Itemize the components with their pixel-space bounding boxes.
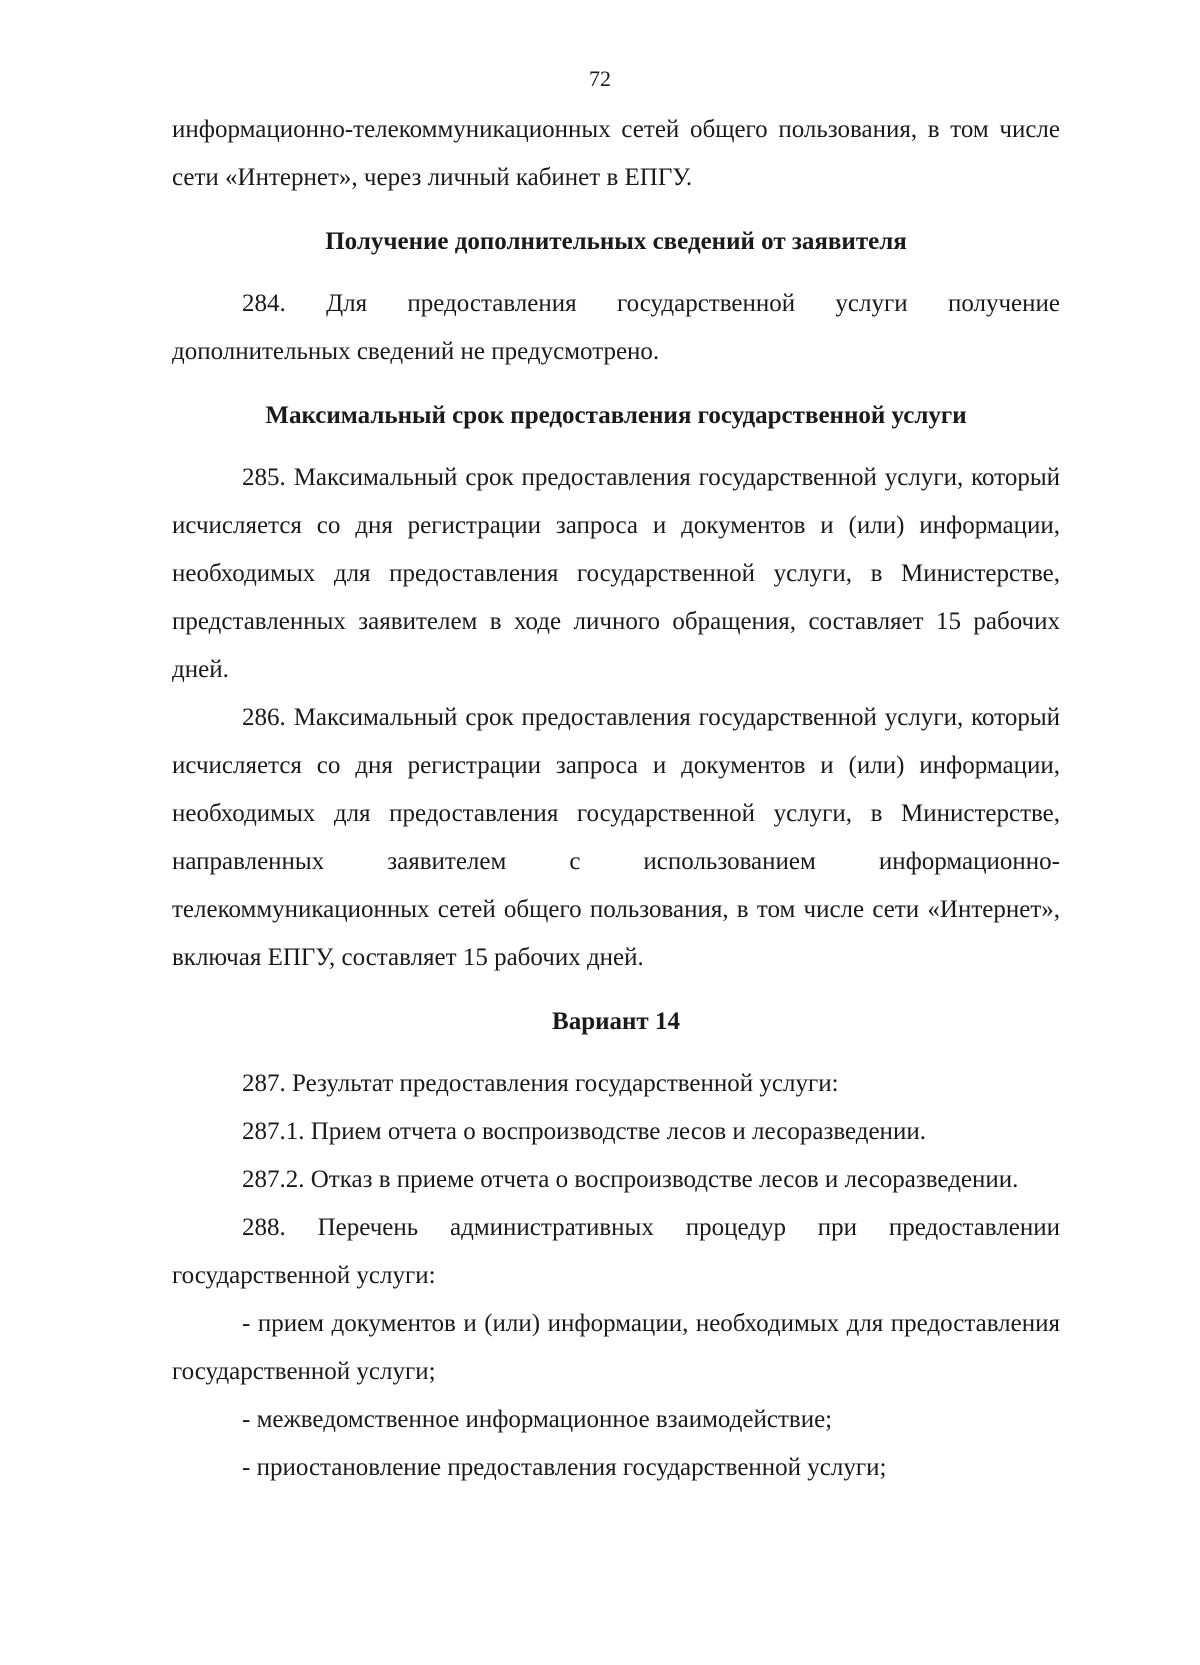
paragraph-284: 284. Для предоставления государственной услуги получение дополнительных сведений не предусмотрено. xyxy=(172,290,1060,365)
paragraph-287-2: 287.2. Отказ в приеме отчета о воспроизводстве лесов и лесоразведении. xyxy=(242,1166,1019,1193)
list-item-receive-documents: - прием документов и (или) информации, необходимых для предоставления государственной услуги; xyxy=(172,1310,1060,1385)
section-heading-max-term: Максимальный срок предоставления государственной услуги xyxy=(265,402,967,429)
section-heading-variant-14: Вариант 14 xyxy=(552,1008,680,1035)
section-heading-additional-info: Получение дополнительных сведений от заявителя xyxy=(325,228,907,255)
list-item-suspension: - приостановление предоставления государственной услуги; xyxy=(242,1454,887,1481)
paragraph-continuation: информационно-телекоммуникационных сетей общего пользования, в том числе сети «Интернет», через личный кабинет в ЕПГУ. xyxy=(172,116,1060,191)
paragraph-287-1: 287.1. Прием отчета о воспроизводстве лесов и лесоразведении. xyxy=(242,1118,926,1145)
paragraph-285: 285. Максимальный срок предоставления государственной услуги, который исчисляется со дня регистрации запроса и документов и (или) информации, необходимых для предоставления государственной услуги, в Министерстве, представленных заявителем в ходе личного обращения, составляет 15 рабочих дней. xyxy=(172,464,1060,683)
paragraph-287: 287. Результат предоставления государственной услуги: xyxy=(242,1070,839,1097)
list-item-interagency: - межведомственное информационное взаимодействие; xyxy=(242,1406,833,1433)
document-body xyxy=(172,106,1060,1492)
paragraph-288: 288. Перечень административных процедур при предоставлении государственной услуги: xyxy=(172,1214,1060,1289)
page-number: 72 xyxy=(589,66,611,91)
paragraph-286: 286. Максимальный срок предоставления государственной услуги, который исчисляется со дня регистрации запроса и документов и (или) информации, необходимых для предоставления государственной услуги, в Министерстве, направленных заявителем с использованием информационно-телекоммуникационных сетей общего пользования, в том числе сети «Интернет», включая ЕПГУ, составляет 15 рабочих дней. xyxy=(172,704,1060,971)
